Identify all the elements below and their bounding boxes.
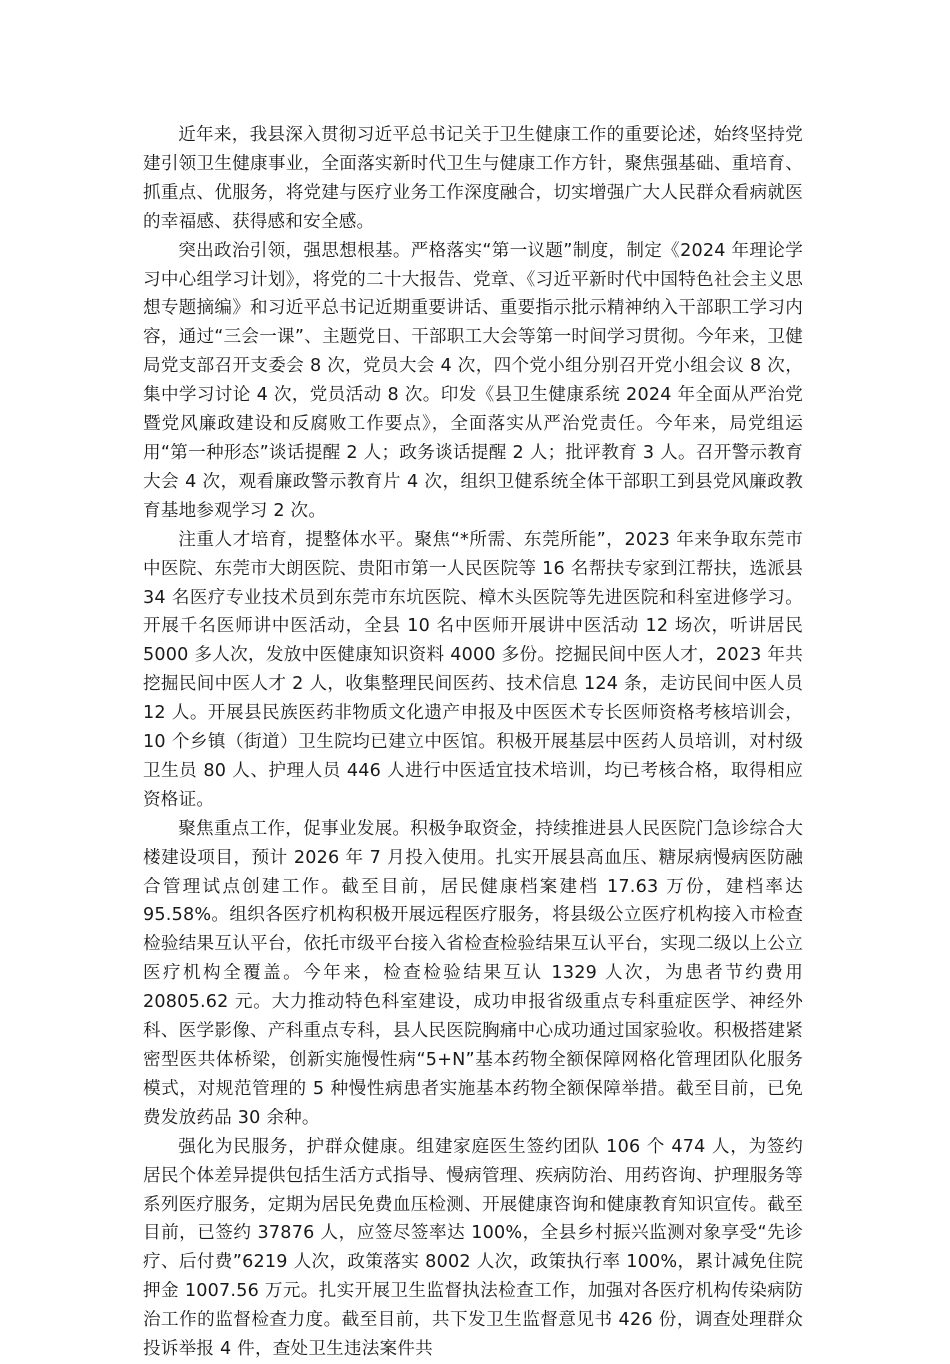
paragraph-key-work: 聚焦重点工作，促事业发展。积极争取资金，持续推进县人民医院门急诊综合大楼建设项目，预计 2026 年 7 月投入使用。扎实开展县高血压、糖尿病慢病医防融合管理试点创建工作。截至目前，居民健康档案建档 17.63 万份，建档率达 95.58%。组织各医疗机构积极开展远程医疗服务，将县级公立医疗机构接入市检查检验结果互认平台，依托市级平台接入省检查检验结果互认平台，实现二级以上公立医疗机构全覆盖。今年来，检查检验结果互认 1329 人次，为患者节约费用 20805.62 元。大力推动特色科室建设，成功申报省级重点专科重症医学、神经外科、医学影像、产科重点专科，县人民医院胸痛中心成功通过国家验收。积极搭建紧密型医共体桥梁，创新实施慢性病“5+N”基本药物全额保障网格化管理团队化服务模式，对规范管理的 5 种慢性病患者实施基本药物全额保障举措。截至目前，已免费发放药品 30 余种。 — [143, 818, 803, 1128]
paragraph-political-guidance: 突出政治引领，强思想根基。严格落实“第一议题”制度，制定《2024 年理论学习中心组学习计划》，将党的二十大报告、党章、《习近平新时代中国特色社会主义思想专题摘编》和习近平总书记近期重要讲话、重要指示批示精神纳入干部职工学习内容，通过“三会一课”、主题党日、干部职工大会等第一时间学习贯彻。今年来，卫健局党支部召开支委会 8 次，党员大会 4 次，四个党小组分别召开党小组会议 8 次，集中学习讨论 4 次，党员活动 8 次。印发《县卫生健康系统 2024 年全面从严治党暨党风廉政建设和反腐败工作要点》，全面落实从严治党责任。今年来，局党组运用“第一种形态”谈话提醒 2 人；政务谈话提醒 2 人；批评教育 3 人。召开警示教育大会 4 次，观看廉政警示教育片 4 次，组织卫健系统全体干部职工到县党风廉政教育基地参观学习 2 次。 — [143, 240, 803, 521]
paragraph-talent-cultivation: 注重人才培育，提整体水平。聚焦“*所需、东莞所能”，2023 年来争取东莞市中医院、东莞市大朗医院、贵阳市第一人民医院等 16 名帮扶专家到江帮扶，选派县 34 名医疗专业技术员到东莞市东坑医院、樟木头医院等先进医院和科室进修学习。开展千名医师讲中医活动，全县 10 名中医师开展讲中医活动 12 场次，听讲居民 5000 多人次，发放中医健康知识资料 4000 多份。挖掘民间中医人才，2023 年共挖掘民间中医人才 2 人，收集整理民间医药、技术信息 124 条，走访民间中医人员 12 人。开展县民族医药非物质文化遗产申报及中医医术专长医师资格考核培训会，10 个乡镇（街道）卫生院均已建立中医馆。积极开展基层中医药人员培训，对村级卫生员 80 人、护理人员 446 人进行中医适宜技术培训，均已考核合格，取得相应资格证。 — [143, 529, 803, 810]
paragraph-intro: 近年来，我县深入贯彻习近平总书记关于卫生健康工作的重要论述，始终坚持党建引领卫生健康事业，全面落实新时代卫生与健康工作方针，聚焦强基础、重培育、抓重点、优服务，将党建与医疗业务工作深度融合，切实增强广大人民群众看病就医的幸福感、获得感和安全感。 — [143, 125, 803, 232]
document-body — [143, 121, 803, 1364]
paragraph-public-service: 强化为民服务，护群众健康。组建家庭医生签约团队 106 个 474 人，为签约居民个体差异提供包括生活方式指导、慢病管理、疾病防治、用药咨询、护理服务等系列医疗服务，定期为居民免费血压检测、开展健康咨询和健康教育知识宣传。截至目前，已签约 37876 人，应签尽签率达 100%，全县乡村振兴监测对象享受“先诊疗、后付费”6219 人次，政策落实 8002 人次，政策执行率 100%，累计减免住院押金 1007.56 万元。扎实开展卫生监督执法检查工作，加强对各医疗机构传染病防治工作的监督检查力度。截至目前，共下发卫生监督意见书 426 份，调查处理群众投诉举报 4 件，查处卫生违法案件共 — [143, 1136, 803, 1360]
